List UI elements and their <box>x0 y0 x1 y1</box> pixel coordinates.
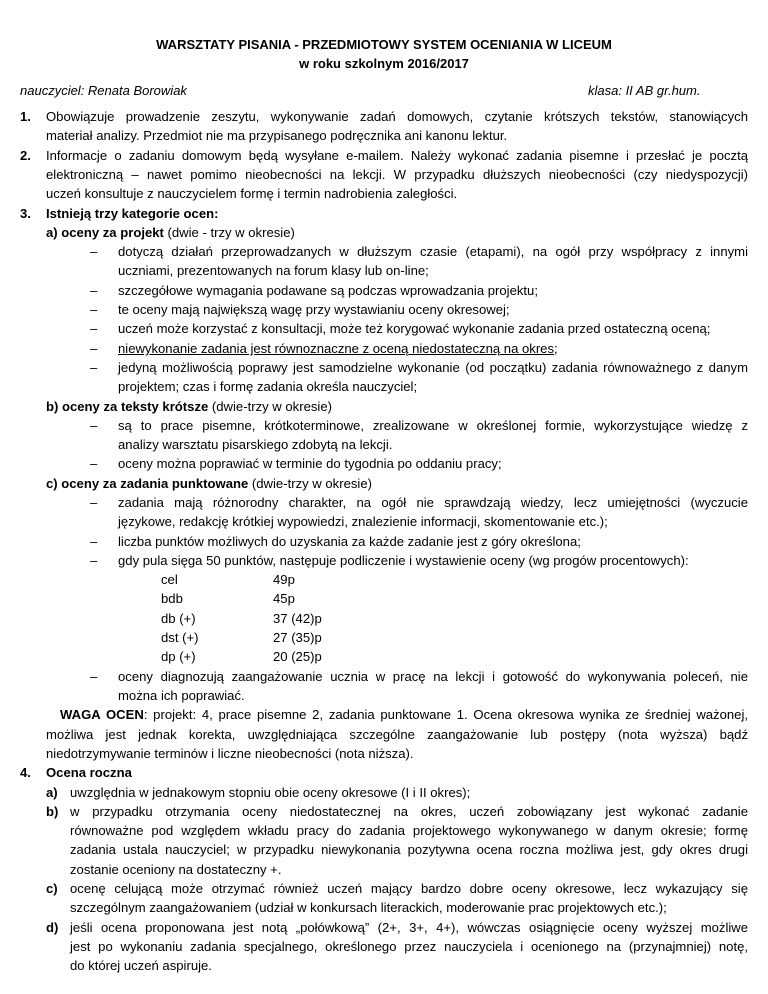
a-item-6-line-1: jedyną możliwością poprawy jest samodzielne wykonanie (od początku) zadania równoważnego z danym <box>118 360 748 375</box>
dash-marker: – <box>90 534 98 549</box>
grade-weights-line-3: niedotrzymywanie terminów i liczne nieobecności (nota niższa). <box>46 746 414 761</box>
grade-points: 37 (42)p <box>273 611 322 626</box>
grade-label: db (+) <box>161 611 196 626</box>
dash-marker: – <box>90 456 98 471</box>
grade-weights-line-2: możliwa jest jednak korekta, uwzględniająca szczególne zaangażowanie lub postępy (nota wyższa) bądź <box>46 727 748 742</box>
annual-d-line-2: jest po wykonaniu zadania specjalnego, określonego przez nauczyciela i ocenionego na (przynajmniej) notę, <box>70 939 748 954</box>
grade-points: 20 (25)p <box>273 649 322 664</box>
grade-points: 49p <box>273 572 295 587</box>
rule-1-line-2: materiał analizy. Przedmiot nie ma przypisanego podręcznika ani kanonu lektur. <box>46 128 508 143</box>
item-number-1: 1. <box>20 109 31 124</box>
annual-b-line-3: zadania ustala nauczyciel; w przypadku niewykonania pozytywna ocena roczna możliwa jest, gdy okres drugi <box>70 842 748 857</box>
a-item-6-line-2: projektem; czas i formę zadania określa nauczyciel; <box>118 379 418 394</box>
dash-marker: – <box>90 360 98 375</box>
dash-marker: – <box>90 283 98 298</box>
annual-a: uwzględnia w jednakowym stopniu obie oceny okresowe (I i II okres); <box>70 785 471 800</box>
rule-2-line-2: elektroniczną – nawet pomimo nieobecności na lekcji. W przypadku dłuższych nieobecności (czy niedyspozycji) <box>46 167 748 182</box>
dash-marker: – <box>90 341 98 356</box>
sub-marker-d: d) <box>46 920 59 935</box>
b-item-1-line-2: analizy warsztatu pisarskiego zdobytą na lekcji. <box>118 437 393 452</box>
a-item-2: szczegółowe wymagania podawane są podczas wprowadzania projektu; <box>118 283 538 298</box>
rule-2-line-3: uczeń konsultuje z nauczycielem formę i termin nadrobienia zaległości. <box>46 186 458 201</box>
sub-marker-b: b) <box>46 804 59 819</box>
dash-marker: – <box>90 244 98 259</box>
annual-d-line-1: jeśli ocena proponowana jest notą „połówkową” (2+, 3+, 4+), wówczas osiągnięcie oceny wyższej możliwe <box>70 920 748 935</box>
school-year: w roku szkolnym 2016/2017 <box>299 56 469 71</box>
category-c-heading: c) oceny za zadania punktowane (dwie-trzy w okresie) <box>46 476 372 491</box>
a-item-5: niewykonanie zadania jest równoznaczne z oceną niedostateczną na okres; <box>118 341 558 356</box>
rule-3-heading: Istnieją trzy kategorie ocen: <box>46 206 219 221</box>
c-item-3: gdy pula sięga 50 punktów, następuje podliczenie i wystawienie oceny (wg progów procentowych): <box>118 553 689 568</box>
sub-marker-a: a) <box>46 785 58 800</box>
annual-c-line-1: ocenę celującą może otrzymać również uczeń mający bardzo dobre oceny okresowe, lecz wykazujący się <box>70 881 748 896</box>
dash-marker: – <box>90 418 98 433</box>
dash-marker: – <box>90 669 98 684</box>
a-item-4: uczeń może korzystać z konsultacji, może też korygować wykonanie zadania przed ostateczną oceną; <box>118 321 711 336</box>
category-b-heading: b) oceny za teksty krótsze (dwie-trzy w okresie) <box>46 399 332 414</box>
annual-c-line-2: szczególnym zaangażowaniem (udział w konkursach literackich, moderowanie prac projektowych etc.); <box>70 900 667 915</box>
c-item-1-line-1: zadania mają różnorodny charakter, na ogół nie sprawdzają wiedzy, lecz umiejętności (wyczucie <box>118 495 748 510</box>
rule-4-heading: Ocena roczna <box>46 765 132 780</box>
dash-marker: – <box>90 321 98 336</box>
grade-label: dst (+) <box>161 630 199 645</box>
grade-weights-line-1: WAGA OCEN: projekt: 4, prace pisemne 2, zadania punktowane 1. Ocena okresowa wynika ze średniej ważonej, <box>60 707 749 722</box>
a-item-3: te oceny mają największą wagę przy wystawianiu oceny okresowej; <box>118 302 510 317</box>
c-item-1-line-2: językowe, redakcję krótkiej wypowiedzi, znalezienie informacji, skomentowanie etc.); <box>118 514 608 529</box>
dash-marker: – <box>90 495 98 510</box>
rule-2-line-1: Informacje o zadaniu domowym będą wysyłane e-mailem. Należy wykonać zadania pisemne i przesłać je pocztą <box>46 148 748 163</box>
grade-label: dp (+) <box>161 649 196 664</box>
c-item-4-line-2: można ich poprawiać. <box>118 688 245 703</box>
c-item-4-line-1: oceny diagnozują zaangażowanie ucznia w pracę na lekcji i gotowość do wykonywania poleceń, nie <box>118 669 748 684</box>
b-item-1-line-1: są to prace pisemne, krótkoterminowe, zrealizowane w określonej formie, wykorzystujące wiedzę z <box>118 418 748 433</box>
grade-points: 27 (35)p <box>273 630 322 645</box>
annual-b-line-2: równoważne pod względem wkładu pracy do zadania projektowego wykonywanego w danym okresie; formę <box>70 823 748 838</box>
c-item-2: liczba punktów możliwych do uzyskania za każde zadanie jest z góry określona; <box>118 534 581 549</box>
grade-label: bdb <box>161 591 183 606</box>
teacher-name: nauczyciel: Renata Borowiak <box>20 83 187 98</box>
annual-b-line-4: zostanie oceniony na dostateczny +. <box>70 862 282 877</box>
item-number-3: 3. <box>20 206 31 221</box>
grade-points: 45p <box>273 591 295 606</box>
class-name: klasa: II AB gr.hum. <box>588 83 701 98</box>
b-item-2: oceny można poprawiać w terminie do tygodnia po oddaniu pracy; <box>118 456 502 471</box>
a-item-1-line-1: dotyczą działań przeprowadzanych w dłuższym czasie (etapami), na ogół przy współpracy z innymi <box>118 244 748 259</box>
annual-b-line-1: w przypadku otrzymania oceny niedostatecznej na okres, uczeń zobowiązany jest wykonać zadanie <box>70 804 748 819</box>
grade-label: cel <box>161 572 178 587</box>
document-title: WARSZTATY PISANIA - PRZEDMIOTOWY SYSTEM OCENIANIA W LICEUM <box>156 37 612 52</box>
rule-1-line-1: Obowiązuje prowadzenie zeszytu, wykonywanie zadań domowych, czytanie krótszych tekstów, stanowiących <box>46 109 748 124</box>
a-item-1-line-2: uczniami, prezentowanych na forum klasy lub on-line; <box>118 263 429 278</box>
category-a-heading: a) oceny za projekt (dwie - trzy w okresie) <box>46 225 295 240</box>
annual-d-line-3: do której uczeń aspiruje. <box>70 958 212 973</box>
dash-marker: – <box>90 553 98 568</box>
dash-marker: – <box>90 302 98 317</box>
sub-marker-c: c) <box>46 881 58 896</box>
item-number-4: 4. <box>20 765 31 780</box>
item-number-2: 2. <box>20 148 31 163</box>
